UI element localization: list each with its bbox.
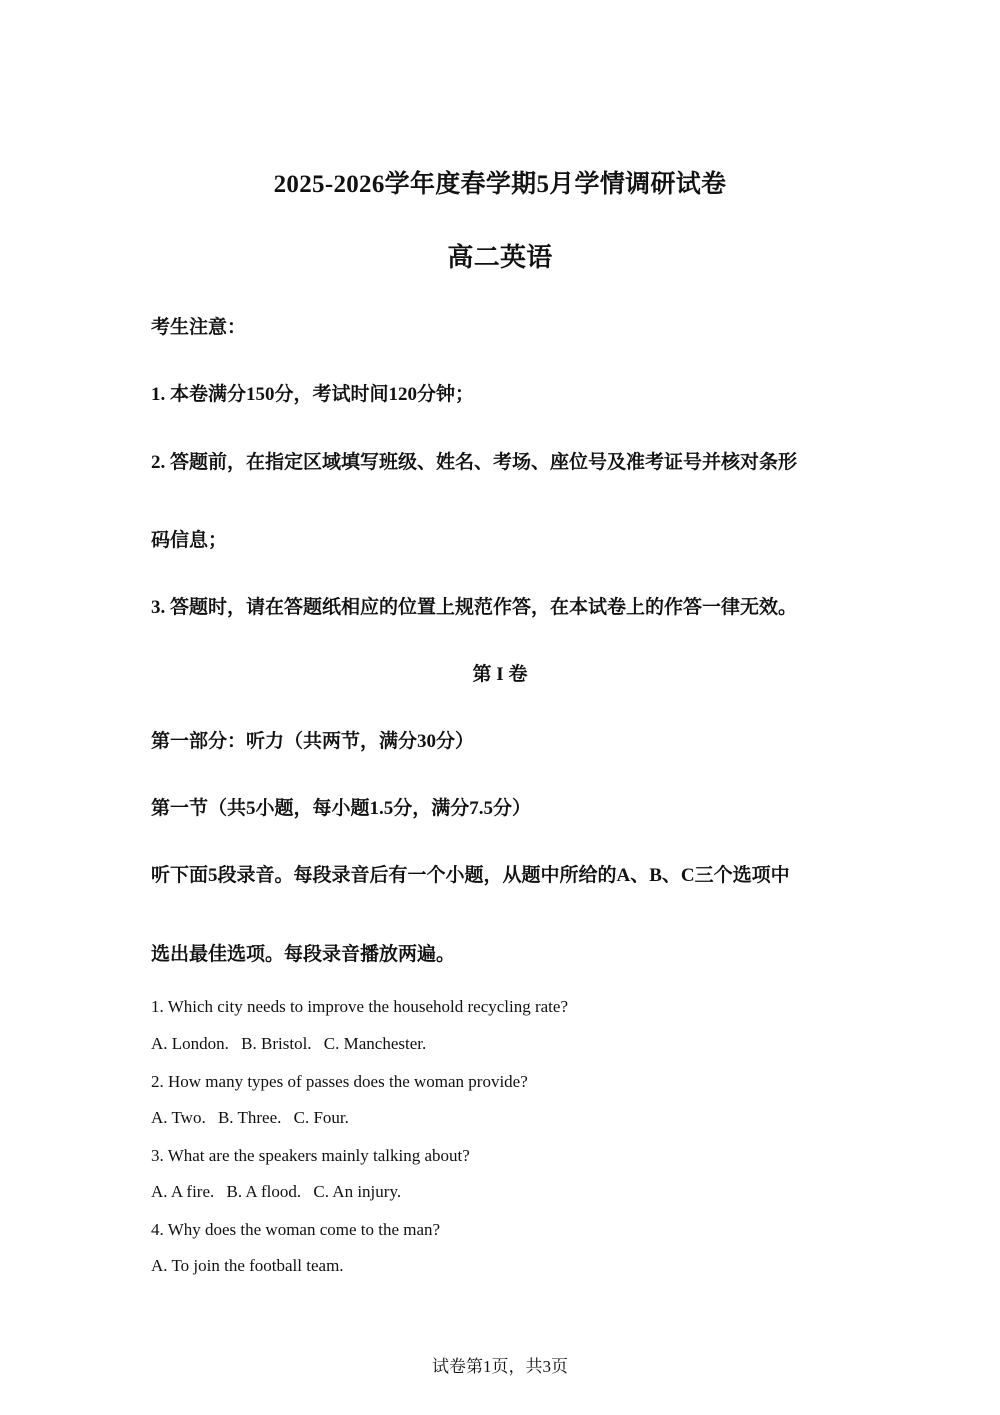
notice-item-1: 1. 本卷满分150分，考试时间120分钟； — [151, 384, 475, 405]
question-1-stem: 1. Which city needs to improve the household recycling rate? — [151, 997, 568, 1016]
option-b: B. Bristol. — [241, 1034, 312, 1053]
option-a: A. London. — [151, 1034, 229, 1053]
notice-item-2: 2. 答题前，在指定区域填写班级、姓名、考场、座位号及准考证号并核对条形 — [151, 452, 798, 473]
option-a: A. To join the football team. — [151, 1256, 344, 1275]
question-2-options — [151, 1107, 357, 1129]
option-c: C. Four. — [293, 1108, 349, 1127]
option-b: B. Three. — [217, 1108, 282, 1127]
volume-heading: 第 I 卷 — [472, 664, 528, 685]
question-3-stem: 3. What are the speakers mainly talking about? — [151, 1146, 470, 1165]
question-3-options — [151, 1181, 409, 1203]
notice-item-2-continued: 码信息； — [151, 530, 228, 551]
question-1-options — [151, 1033, 434, 1055]
notice-item-3: 3. 答题时，请在答题纸相应的位置上规范作答，在本试卷上的作答一律无效。 — [151, 597, 798, 618]
instructions-line-2: 选出最佳选项。每段录音播放两遍。 — [151, 944, 456, 965]
question-2-stem: 2. How many types of passes does the woman provide? — [151, 1072, 528, 1091]
option-c: C. An injury. — [313, 1182, 402, 1201]
option-b: B. A flood. — [226, 1182, 302, 1201]
question-4-options — [151, 1255, 352, 1277]
option-a: A. Two. — [151, 1108, 206, 1127]
section-heading: 第一节（共5小题，每小题1.5分，满分7.5分） — [151, 798, 532, 819]
instructions-line-1: 听下面5段录音。每段录音后有一个小题，从题中所给的A、B、C三个选项中 — [151, 865, 790, 886]
notice-heading: 考生注意： — [151, 317, 247, 338]
option-a: A. A fire. — [151, 1182, 215, 1201]
page-footer: 试卷第1页，共3页 — [432, 1357, 568, 1376]
option-c: C. Manchester. — [323, 1034, 427, 1053]
part-heading: 第一部分：听力（共两节，满分30分） — [151, 731, 475, 752]
question-4-stem: 4. Why does the woman come to the man? — [151, 1220, 441, 1239]
exam-subject: 高二英语 — [447, 243, 553, 272]
exam-title: 2025-2026学年度春学期5月学情调研试卷 — [273, 171, 727, 198]
